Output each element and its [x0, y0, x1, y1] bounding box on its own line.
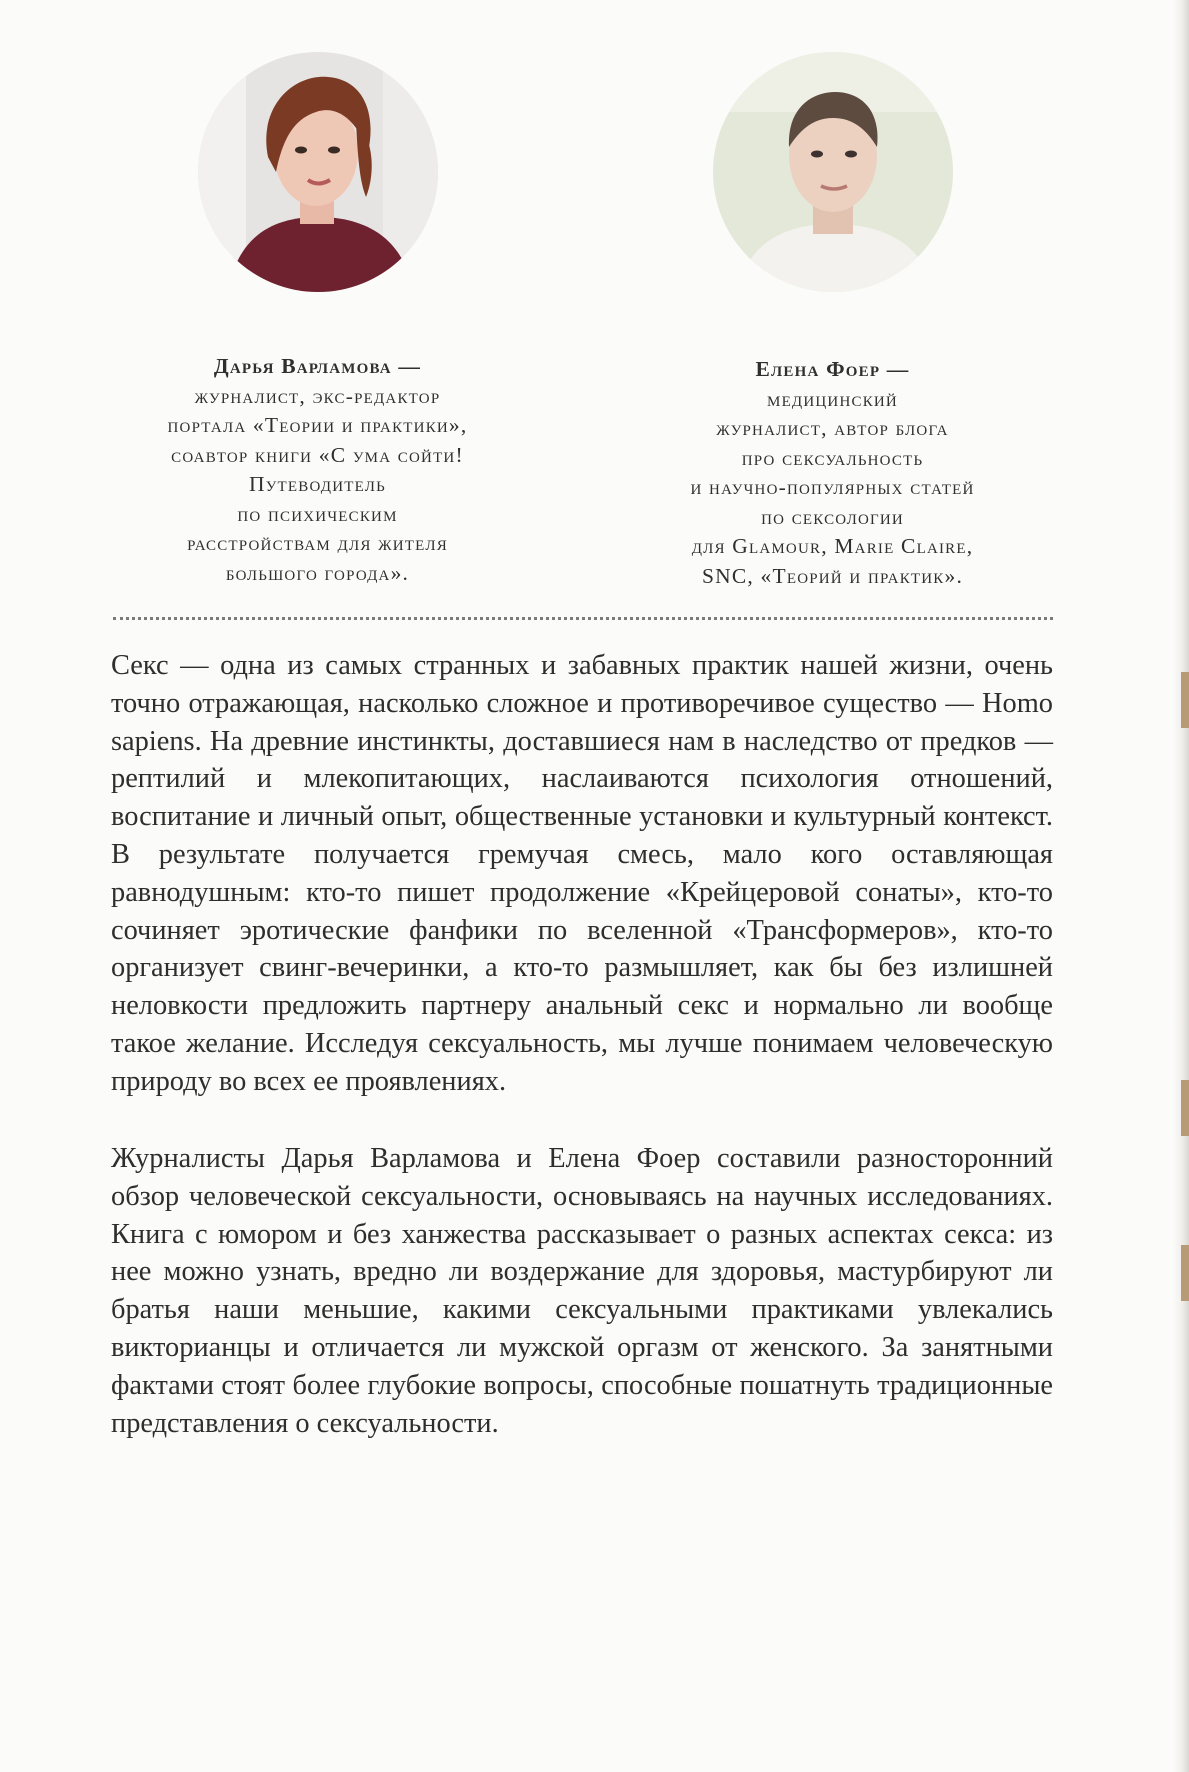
author-name: Дарья Варламова — [213, 354, 422, 378]
bio-line: расстройствам для жителя [187, 531, 448, 555]
page-edge [1173, 0, 1189, 1772]
author-card-elena [625, 52, 1040, 591]
bio-line: и научно-популярных статей [690, 475, 975, 499]
bio-line: Путеводитель [249, 472, 386, 496]
edge-tab-mark [1181, 1245, 1189, 1301]
author-bio-elena [625, 355, 1040, 591]
portrait-photo-elena [713, 52, 953, 292]
dotted-divider [113, 617, 1053, 620]
bio-line: по психическим [237, 501, 398, 526]
author-bio-darya [110, 352, 525, 588]
bio-line: про сексуальность [741, 445, 924, 470]
author-name: Елена Фоер — [755, 357, 910, 381]
bio-line: портала «Теории и практики», [167, 413, 468, 437]
bio-line: журналист, экс-редактор [194, 383, 441, 408]
edge-tab-mark [1181, 672, 1189, 728]
bio-line: журналист, автор блога [716, 416, 949, 440]
bio-line: большого города». [225, 560, 410, 585]
bio-line: для Glamour, Marie Claire, [691, 534, 974, 558]
edge-tab-mark [1181, 1080, 1189, 1136]
description-paragraph: Журналисты Дарья Варламова и Елена Фоер составили разносторонний обзор человеческой сексуальности, основываясь на научных исследованиях. Книга с юмором и без ханжества рассказывает о разных аспектах секса: из нее можно узнать, вредно ли воздержание для здоровья, мастурбируют ли братья наши меньшие, какими сексуальными практиками увлекались викторианцы и отличается ли мужской оргазм от женского. За занятными фактами стоят более глубокие вопросы, способные пошатнуть традиционные представления о сексуальности. [111, 1143, 1053, 1439]
portrait-photo-darya [198, 52, 438, 292]
bio-line: по сексологии [761, 504, 904, 529]
bio-line: SNC, «Теорий и практик». [701, 563, 964, 588]
bio-line: медицинский [767, 386, 898, 411]
bio-line: соавтор книги «С ума сойти! [171, 442, 464, 467]
description-paragraph: Секс — одна из самых странных и забавных практик нашей жизни, очень точно отражающая, насколько сложное и противоречивое существо — Homo sapiens. На древние инстинкты, доставшиеся нам в наследство от предков — рептилий и млекопитающих, наслаиваются психология отношений, воспитание и личный опыт, общественные установки и культурный контекст. В результате получается гремучая смесь, мало кого оставляющая равнодушным: кто-то пишет продолжение «Крейцеровой сонаты», кто-то сочиняет эротические фанфики по вселенной «Трансформеров», кто-то организует свинг-вечеринки, а кто-то размышляет, как бы без излишней неловкости предложить партнеру анальный секс и нормально ли вообще такое желание. Исследуя сексуальность, мы лучше понимаем человеческую природу во всех ее проявлениях. [111, 650, 1053, 1097]
author-card-darya [110, 52, 525, 588]
